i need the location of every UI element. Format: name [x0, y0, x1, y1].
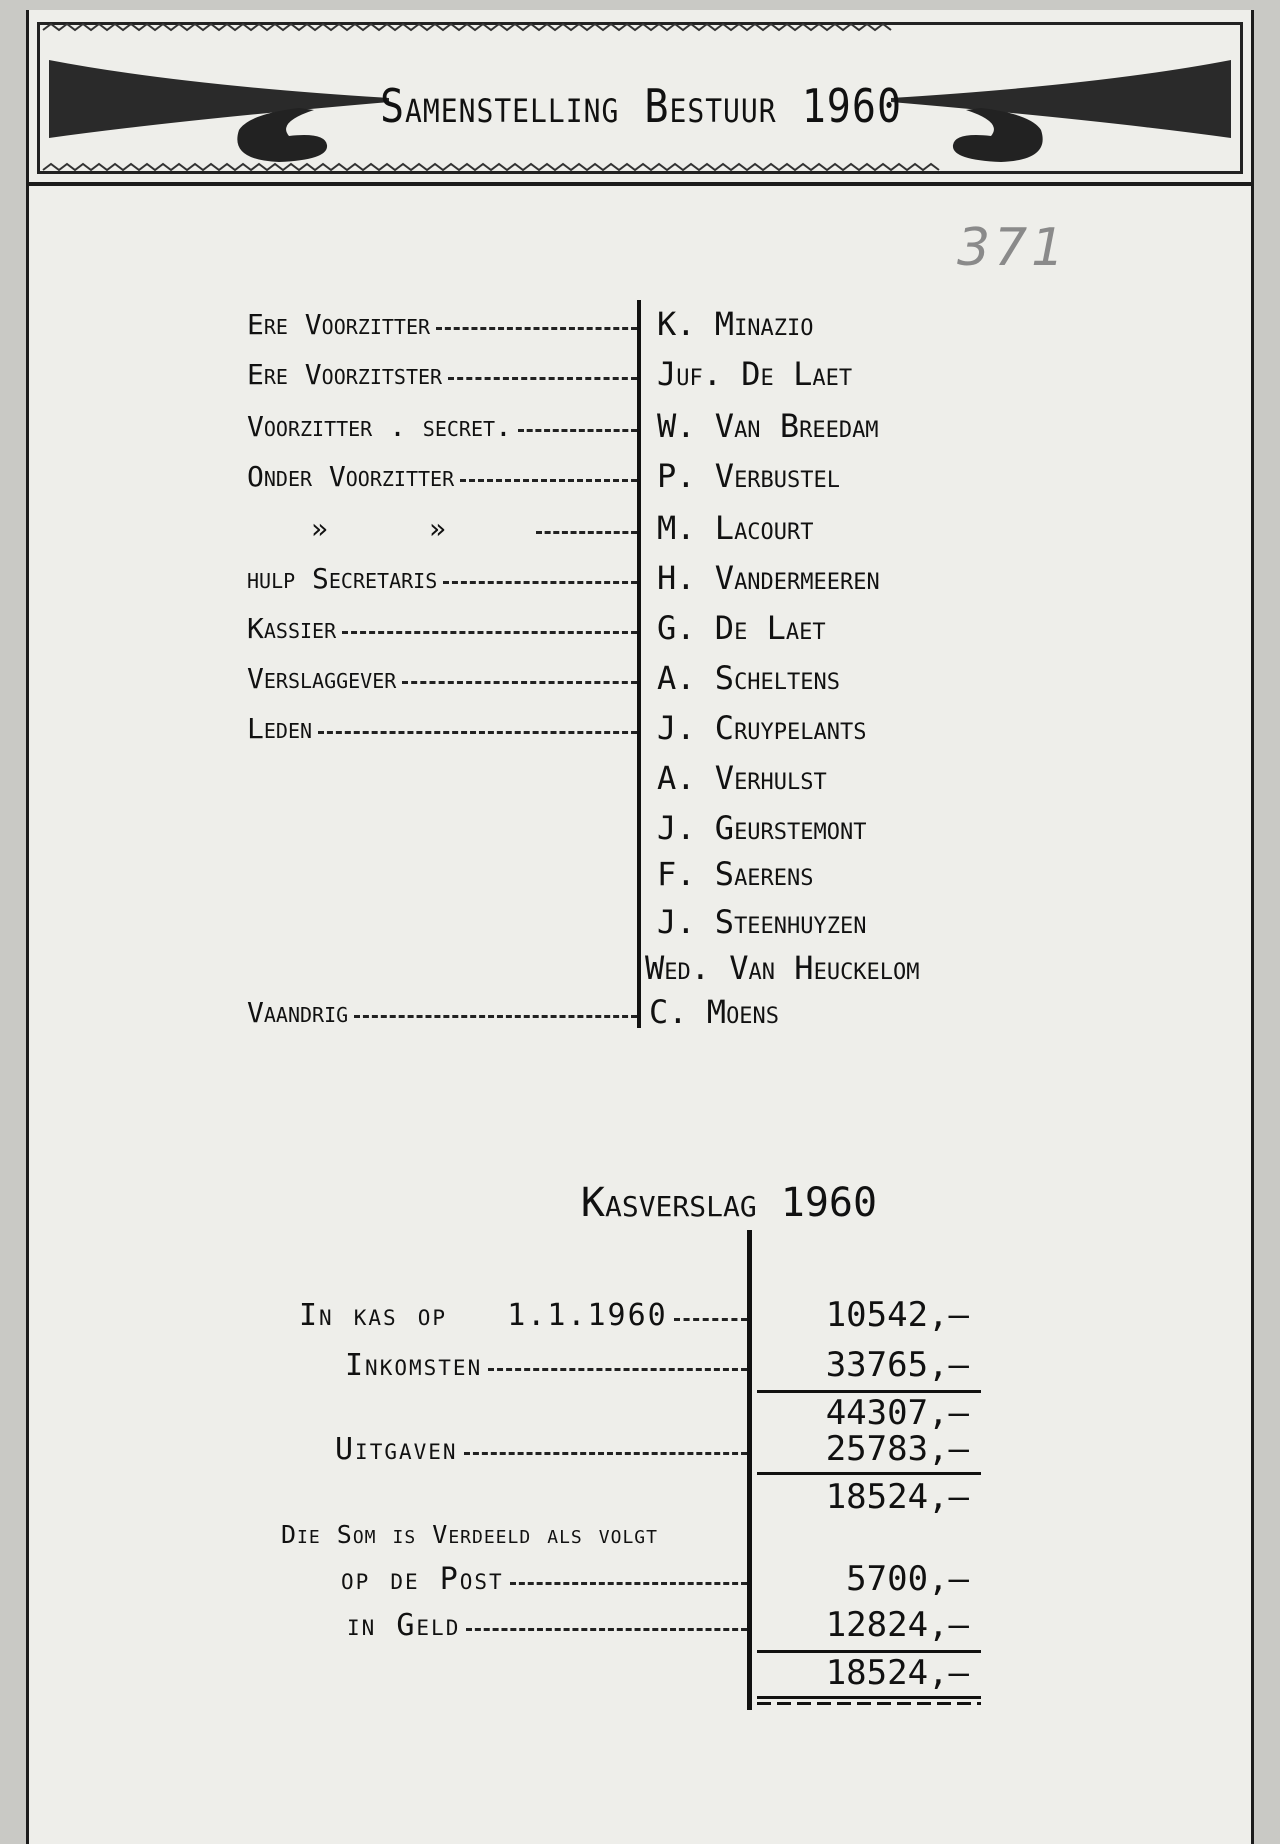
role-label: Ere Voorzitter — [247, 300, 641, 348]
member-name: W. Van Breedam — [657, 407, 879, 445]
role-label: Leden — [247, 704, 641, 752]
member-name: P. Verbustel — [657, 457, 841, 495]
role-label: Verslaggever — [247, 654, 641, 702]
member-name: J. Geurstemont — [657, 809, 867, 847]
cash-amount: 33765,— — [825, 1345, 969, 1385]
cash-label: in Geld — [347, 1602, 747, 1648]
member-name: A. Verhulst — [657, 759, 827, 797]
cash-label: Inkomsten — [345, 1342, 747, 1388]
member-name: A. Scheltens — [657, 659, 841, 697]
page-number: 371 — [957, 218, 1069, 278]
cash-amount: 5700,— — [846, 1559, 969, 1599]
cash-amount: 10542,— — [825, 1295, 969, 1335]
member-name: Juf. De Laet — [657, 355, 853, 393]
double-rule — [757, 1696, 981, 1699]
cash-amount: 18524,— — [825, 1653, 969, 1693]
role-label: Vaandrig — [247, 988, 641, 1036]
cash-amount: 25783,— — [825, 1429, 969, 1469]
role-label: Ere Voorzitster — [247, 350, 641, 398]
member-name: J. Cruypelants — [657, 709, 867, 747]
role-label: Kassier — [247, 604, 641, 652]
cash-amount: 18524,— — [825, 1477, 969, 1517]
member-name: M. Lacourt — [657, 509, 814, 547]
cash-amount: 12824,— — [825, 1605, 969, 1645]
distribution-note: Die Som is Verdeeld als volgt — [281, 1519, 658, 1549]
document-page — [26, 10, 1254, 1844]
member-name: Wed. Van Heuckelom — [645, 949, 920, 987]
cash-amount: 44307,— — [825, 1393, 969, 1433]
role-label: » » — [311, 504, 641, 552]
cash-label: op de Post — [341, 1556, 747, 1602]
member-name: J. Steenhuyzen — [657, 903, 867, 941]
member-name: H. Vandermeeren — [657, 559, 880, 597]
cash-label: In kas op 1.1.1960 — [299, 1292, 747, 1338]
cash-report-title: Kasverslag 1960 — [580, 1180, 878, 1226]
member-name: F. Saerens — [657, 855, 814, 893]
cash-divider — [747, 1230, 752, 1710]
member-name: K. Minazio — [657, 305, 814, 343]
page-title: Samenstelling Bestuur 1960 — [379, 80, 903, 134]
double-rule-dashed — [757, 1702, 981, 1705]
role-label: hulp Secretaris — [247, 554, 641, 602]
member-name: C. Moens — [649, 993, 780, 1031]
member-name: G. De Laet — [657, 609, 826, 647]
role-label: Voorzitter . secret. — [247, 402, 641, 450]
role-label: Onder Voorzitter — [247, 452, 641, 500]
cash-label: Uitgaven — [335, 1426, 747, 1472]
